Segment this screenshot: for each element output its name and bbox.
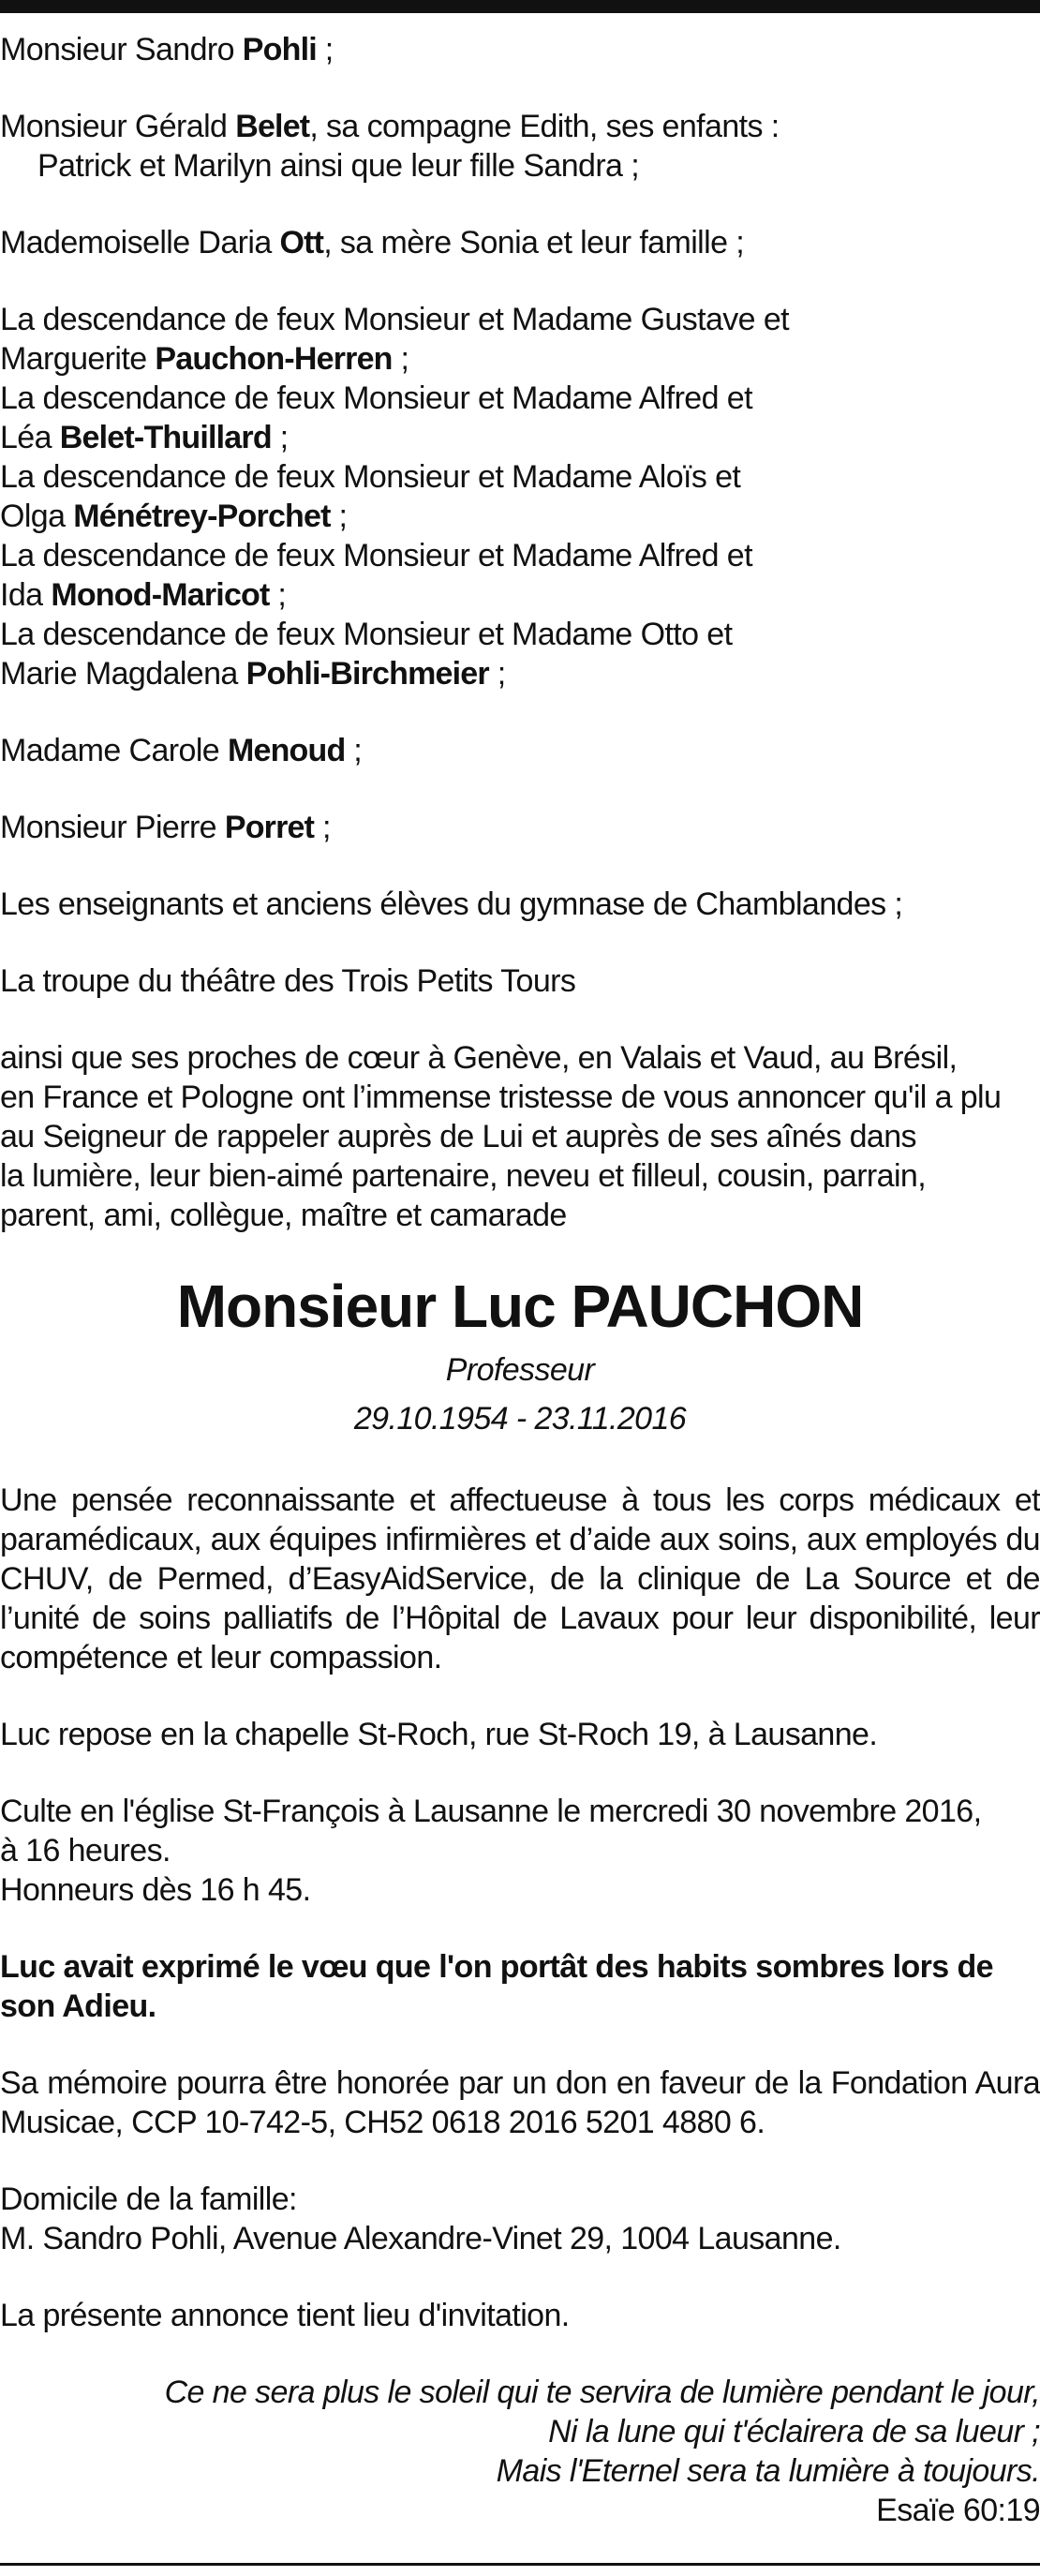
text: ; bbox=[345, 733, 363, 768]
announcement-line: au Seigneur de rappeler auprès de Lui et auprès de ses aînés dans bbox=[0, 1119, 916, 1154]
domicile-address: M. Sandro Pohli, Avenue Alexandre-Vinet 29, 1004 Lausanne. bbox=[0, 2221, 841, 2256]
descendance-line: La descendance de feux Monsieur et Madame Alfred et bbox=[0, 538, 752, 573]
text: Monsieur Sandro bbox=[0, 32, 243, 67]
text: ; bbox=[392, 341, 409, 377]
text: Madame Carole bbox=[0, 733, 228, 768]
bottom-rule bbox=[0, 2563, 1040, 2566]
family-line-porret bbox=[0, 808, 1040, 847]
announcement-line: la lumière, leur bien-aimé partenaire, neveu et filleul, cousin, parrain, bbox=[0, 1158, 927, 1194]
domicile-paragraph bbox=[0, 2180, 1040, 2258]
verse-line: Ce ne sera plus le soleil qui te servira de lumière pendant le jour, bbox=[164, 2375, 1040, 2410]
surname: Belet-Thuillard bbox=[59, 420, 272, 455]
family-line-theatre: La troupe du théâtre des Trois Petits Tours bbox=[0, 963, 576, 999]
descendance-name-line bbox=[0, 654, 1040, 693]
descendance-line: La descendance de feux Monsieur et Madame Otto et bbox=[0, 617, 733, 652]
family-line-belet-children: Patrick et Marilyn ainsi que leur fille Sandra ; bbox=[37, 148, 640, 184]
repose-line: Luc repose en la chapelle St-Roch, rue St-Roch 19, à Lausanne. bbox=[0, 1717, 878, 1752]
text: Monsieur Pierre bbox=[0, 810, 225, 845]
descendance-name-line bbox=[0, 339, 1040, 379]
deceased-title: Professeur bbox=[445, 1352, 595, 1388]
family-line-menoud bbox=[0, 731, 1040, 770]
descendance-name-line bbox=[0, 497, 1040, 536]
descendance-name-line bbox=[0, 575, 1040, 615]
announcement-line: en France et Pologne ont l’immense tristesse de vous annoncer qu'il a plu bbox=[0, 1080, 1002, 1115]
text: Ida bbox=[0, 577, 52, 613]
descendance-line: La descendance de feux Monsieur et Madame Gustave et bbox=[0, 302, 789, 337]
descendance-name-line bbox=[0, 418, 1040, 457]
text: ; bbox=[330, 499, 348, 534]
text: ; bbox=[271, 420, 289, 455]
text: ; bbox=[316, 32, 334, 67]
text: , sa mère Sonia et leur famille ; bbox=[323, 225, 745, 261]
text: Léa bbox=[0, 420, 60, 455]
announcement-line: parent, ami, collègue, maître et camarade bbox=[0, 1198, 567, 1233]
top-rule bbox=[0, 0, 1040, 13]
text: Olga bbox=[0, 499, 74, 534]
announcement-paragraph bbox=[0, 1038, 1040, 1235]
dresscode-paragraph: Luc avait exprimé le vœu que l'on portât des habits sombres lors de son Adieu. bbox=[0, 1949, 993, 2024]
family-line-pohli bbox=[0, 30, 1040, 69]
culte-line: à 16 heures. bbox=[0, 1833, 171, 1869]
family-line-ott bbox=[0, 223, 1040, 262]
surname: Ott bbox=[279, 225, 324, 261]
verse-line: Ni la lune qui t'éclairera de sa lueur ; bbox=[548, 2414, 1040, 2449]
text: ; bbox=[314, 810, 331, 845]
surname: Porret bbox=[224, 810, 315, 845]
surname: Ménétrey-Porchet bbox=[73, 499, 331, 534]
descendance-line: La descendance de feux Monsieur et Madame Aloïs et bbox=[0, 459, 741, 495]
text: ; bbox=[269, 577, 287, 613]
family-line-gymnase: Les enseignants et anciens élèves du gymnase de Chamblandes ; bbox=[0, 886, 903, 922]
culte-line: Honneurs dès 16 h 45. bbox=[0, 1872, 311, 1908]
thanks-paragraph: Une pensée reconnaissante et affectueuse à tous les corps médicaux et paramédicaux, aux équipes infirmières et d’aide aux soins, aux employés du CHUV, de Permed, d’EasyAidService, de la clinique de La Source et de l’unité de soins palliatifs de l’Hôpital de Lavaux pour leur disponibilité, leur compétence et leur compassion. bbox=[0, 1482, 1040, 1675]
verse-line: Mais l'Eternel sera ta lumière à toujours. bbox=[496, 2453, 1040, 2489]
deceased-block bbox=[0, 1267, 1040, 1443]
obituary-content bbox=[0, 30, 1040, 2530]
text: Mademoiselle Daria bbox=[0, 225, 280, 261]
culte-line: Culte en l'église St-François à Lausanne le mercredi 30 novembre 2016, bbox=[0, 1794, 982, 1829]
domicile-label: Domicile de la famille: bbox=[0, 2181, 297, 2217]
text: ; bbox=[488, 656, 506, 692]
announcement-line: ainsi que ses proches de cœur à Genève, en Valais et Vaud, au Brésil, bbox=[0, 1040, 958, 1076]
text: Monsieur Gérald bbox=[0, 109, 236, 144]
deceased-name: Monsieur Luc PAUCHON bbox=[176, 1273, 864, 1340]
verse-reference: Esaïe 60:19 bbox=[876, 2493, 1040, 2528]
surname: Monod-Maricot bbox=[51, 577, 270, 613]
text: Marie Magdalena bbox=[0, 656, 246, 692]
text: Marguerite bbox=[0, 341, 156, 377]
deceased-dates: 29.10.1954 - 23.11.2016 bbox=[353, 1401, 687, 1437]
donation-paragraph: Sa mémoire pourra être honorée par un don en faveur de la Fondation Aura Musicae, CCP 10-742-5, CH52 0618 2016 5201 4880 6. bbox=[0, 2065, 1040, 2140]
surname: Menoud bbox=[227, 733, 346, 768]
verse-block bbox=[0, 2373, 1040, 2530]
descendance-list bbox=[0, 300, 1040, 693]
surname: Pohli-Birchmeier bbox=[245, 656, 489, 692]
surname: Pohli bbox=[242, 32, 317, 67]
surname: Belet bbox=[235, 109, 310, 144]
descendance-line: La descendance de feux Monsieur et Madame Alfred et bbox=[0, 380, 752, 416]
surname: Pauchon-Herren bbox=[155, 341, 393, 377]
family-line-belet bbox=[0, 107, 1040, 146]
text: , sa compagne Edith, ses enfants : bbox=[309, 109, 780, 144]
invitation-line: La présente annonce tient lieu d'invitation. bbox=[0, 2298, 570, 2333]
culte-paragraph bbox=[0, 1792, 1040, 1910]
